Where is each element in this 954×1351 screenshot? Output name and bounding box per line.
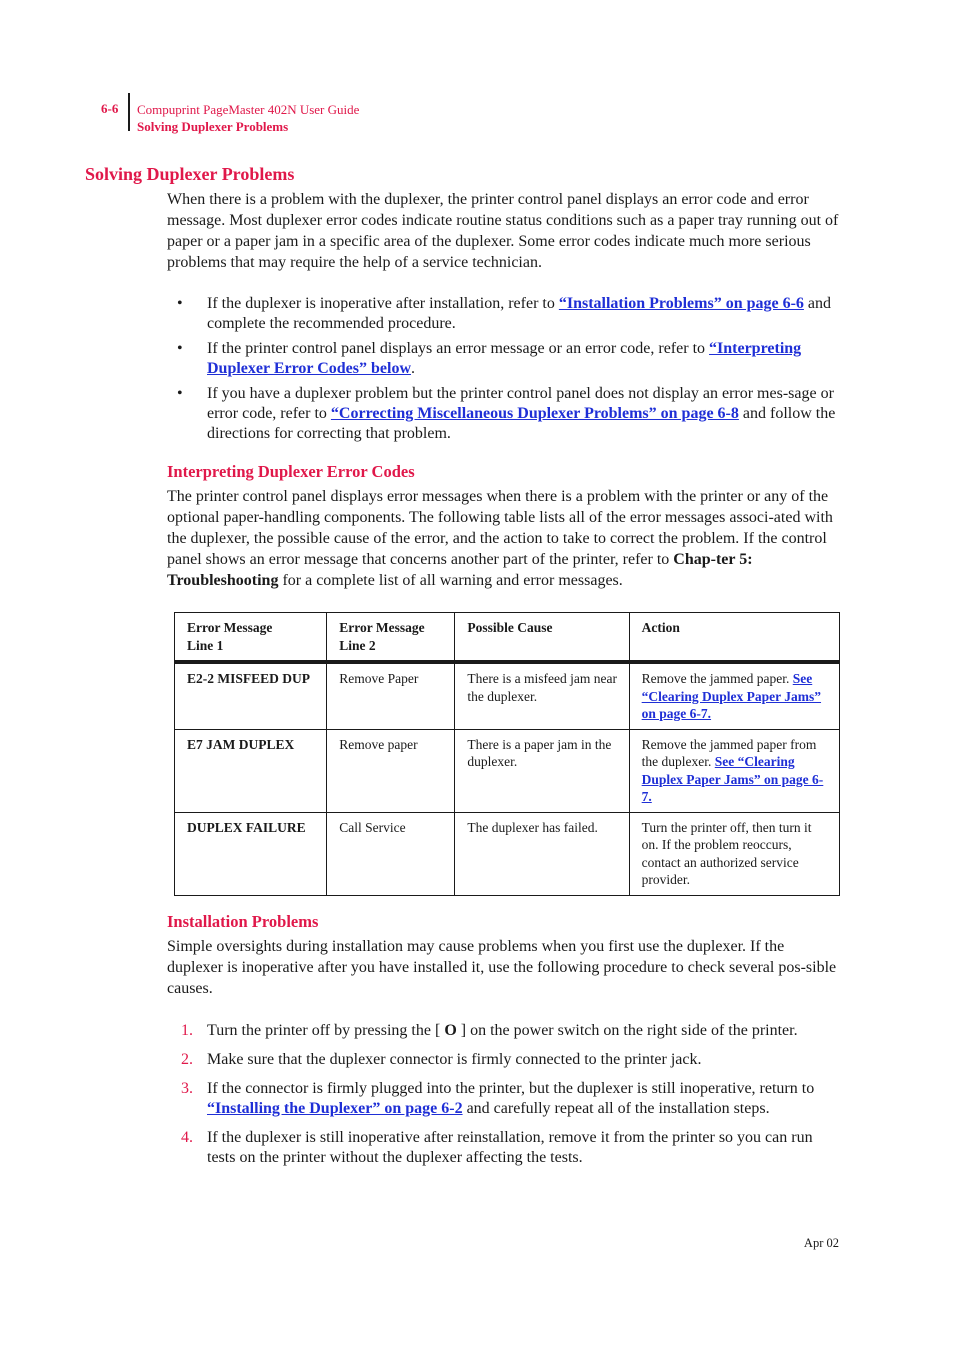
- link-installation-problems[interactable]: “Installation Problems” on page 6-6: [558, 295, 804, 312]
- procedure-steps: [167, 1021, 839, 1168]
- bullet-marker: •: [177, 295, 183, 312]
- link-misc-problems[interactable]: “Correcting Miscellaneous Duplexer Problems” on page 6-8: [330, 405, 739, 422]
- error-line2: Remove Paper: [327, 662, 455, 729]
- possible-cause: There is a misfeed jam near the duplexer.: [455, 662, 629, 729]
- error-line1: E2-2 MISFEED DUP: [175, 662, 327, 729]
- action: Turn the printer off, then turn it on. If the problem reoccurs, contact an authorized service provider.: [629, 812, 839, 895]
- list-item: 4. If the duplexer is still inoperative after reinstallation, remove it from the printer so you can run tests on the printer without the duplexer affecting the tests.: [181, 1129, 813, 1166]
- step-number: 2.: [181, 1051, 193, 1068]
- list-item: 3. If the connector is firmly plugged into the printer, but the duplexer is still inoperative, return to “Installing the Duplexer” on page 6-2 and carefully repeat all of the installation steps.: [181, 1080, 815, 1117]
- column-header: Error Message Line 1: [175, 613, 327, 663]
- error-line2: Call Service: [327, 812, 455, 895]
- table-row: [175, 662, 840, 729]
- item-text: If you have a duplexer problem but the printer control panel does not display an error mes-sage or error code, refer to: [207, 385, 834, 422]
- chapter-reference: Chap-ter 5: Troubleshooting: [167, 551, 753, 589]
- column-header: Possible Cause: [455, 613, 629, 663]
- subsection-heading: Interpreting Duplexer Error Codes: [167, 462, 415, 481]
- interpreting-paragraph: [167, 486, 839, 591]
- link-clearing-jams[interactable]: See “Clearing Duplex Paper Jams” on page 6-7.: [641, 754, 824, 804]
- para-text: for a complete list of all warning and error messages.: [278, 572, 623, 589]
- action: Remove the jammed paper from the duplexer. See “Clearing Duplex Paper Jams” on page 6-7.: [629, 729, 839, 812]
- list-item: [167, 339, 839, 379]
- bullet-marker: •: [177, 385, 183, 402]
- table-header-row: [175, 613, 840, 663]
- installation-intro: Simple oversights during installation may cause problems when you first use the duplexer. If the duplexer is inoperative after you have installed it, use the following procedure to check several pos-sible causes.: [167, 938, 837, 997]
- step-number: 4.: [181, 1129, 193, 1146]
- running-section-title: Solving Duplexer Problems: [137, 119, 289, 134]
- list-item: 2. Make sure that the duplexer connector is firmly connected to the printer jack.: [181, 1051, 702, 1068]
- list-item: 1. Turn the printer off by pressing the [ O ] on the power switch on the right side of the printer.: [181, 1022, 798, 1039]
- section-intro: When there is a problem with the duplexer, the printer control panel displays an error code and error message. Most duplexer error codes indicate routine status conditions such as a paper tray running out of paper or a paper jam in a specific area of the duplexer. Some error codes indicate much more serious problems that may require the help of a service technician.: [167, 191, 839, 271]
- power-symbol: O: [444, 1022, 457, 1039]
- possible-cause: There is a paper jam in the duplexer.: [455, 729, 629, 812]
- guide-title: Compuprint PageMaster 402N User Guide: [137, 102, 360, 117]
- step-number: 1.: [181, 1022, 193, 1039]
- footer-date: Apr 02: [803, 1236, 839, 1250]
- para-text: The printer control panel displays error messages when there is a problem with the printer or any of the optional paper-handling components. The following table lists all of the error messages associ-ated with the duplexer, the possible cause of the error, and the action to take to correct the problem. If the control panel shows an error message that concerns another part of the printer, refer to: [167, 488, 833, 568]
- link-interpreting-codes[interactable]: “Interpreting Duplexer Error Codes” below: [207, 340, 802, 377]
- item-text: If the duplexer is inoperative after installation, refer to: [207, 295, 559, 312]
- error-code-table: [174, 612, 840, 896]
- link-clearing-jams[interactable]: See “Clearing Duplex Paper Jams” on page 6-7.: [641, 671, 822, 721]
- link-installing-duplexer[interactable]: “Installing the Duplexer” on page 6-2: [207, 1100, 463, 1117]
- list-item: [167, 294, 839, 334]
- error-line2: Remove paper: [327, 729, 455, 812]
- page-number: 6-6: [101, 101, 119, 116]
- item-text: and follow the directions for correcting that problem.: [207, 405, 836, 442]
- reference-list: [167, 294, 839, 444]
- subsection-heading: Installation Problems: [167, 912, 319, 931]
- section-heading: Solving Duplexer Problems: [85, 164, 295, 184]
- column-header: Action: [629, 613, 839, 663]
- item-text: .: [411, 360, 415, 377]
- table-row: [175, 812, 840, 895]
- action: Remove the jammed paper. See “Clearing Duplex Paper Jams” on page 6-7.: [629, 662, 839, 729]
- list-item: [167, 384, 839, 444]
- header-divider: [128, 93, 130, 131]
- item-text: If the printer control panel displays an error message or an error code, refer to: [207, 340, 710, 357]
- error-line1: DUPLEX FAILURE: [175, 812, 327, 895]
- step-number: 3.: [181, 1080, 193, 1097]
- bullet-marker: •: [177, 340, 183, 357]
- table-row: [175, 729, 840, 812]
- error-line1: E7 JAM DUPLEX: [175, 729, 327, 812]
- item-text: and complete the recommended procedure.: [207, 295, 832, 332]
- column-header: Error Message Line 2: [327, 613, 455, 663]
- possible-cause: The duplexer has failed.: [455, 812, 629, 895]
